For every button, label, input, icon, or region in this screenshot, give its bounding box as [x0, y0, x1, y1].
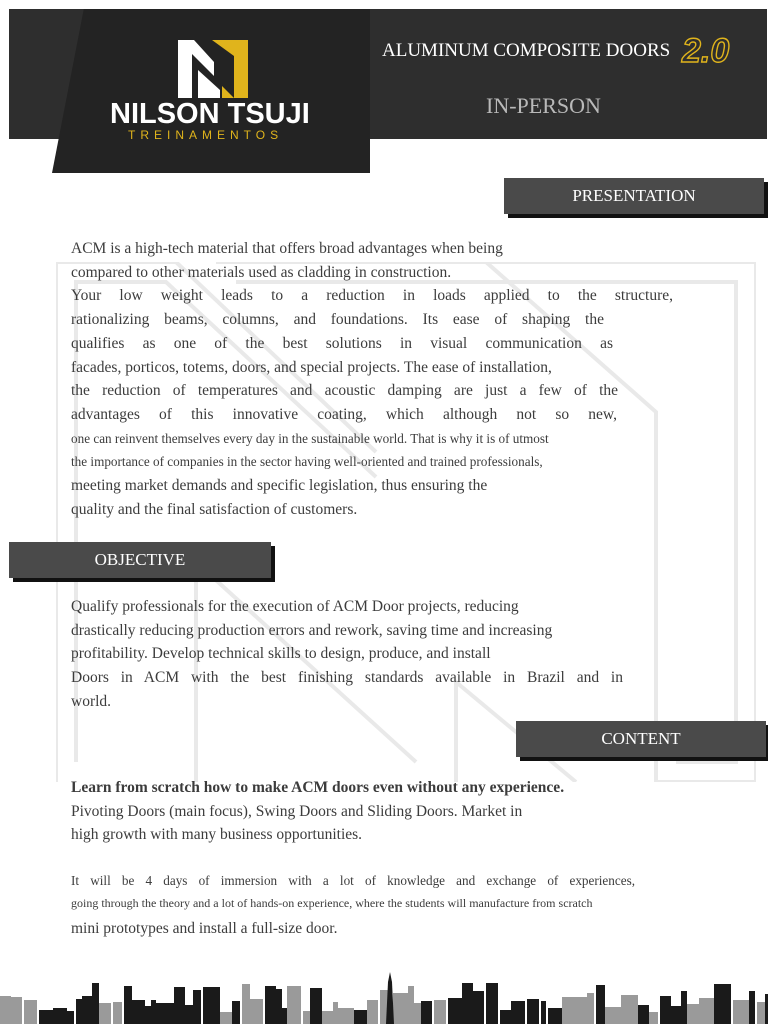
text-line: qualifies as one of the best solutions in visual communication as [71, 334, 613, 352]
objective-text [71, 595, 631, 714]
brand-subtitle: TREINAMENTOS [128, 128, 284, 142]
course-title: ALUMINUM COMPOSITE DOORS [382, 40, 671, 61]
text-line: Qualify professionals for the execution of ACM Door projects, reducing [71, 598, 519, 615]
text-line: ACM is a high-tech material that offers broad advantages when being [71, 240, 503, 257]
text-line: rationalizing beams, columns, and foundations. Its ease of shaping the [71, 311, 604, 329]
text-line: Pivoting Doors (main focus), Swing Doors and Sliding Doors. Market in [71, 802, 523, 820]
content-closing-text [71, 870, 665, 944]
presentation-text [71, 237, 673, 521]
text-line: mini prototypes and install a full-size door. [71, 920, 338, 937]
text-line: going through the theory and a lot of hands-on experience, where the students will manufacture from scratch [71, 896, 593, 910]
text-line: the importance of companies in the sector having well-oriented and trained professionals, [71, 454, 543, 470]
text-line: Your low weight leads to a reduction in loads applied to the structure, [71, 287, 673, 305]
text-line: Doors in ACM with the best finishing standards available in Brazil and in [71, 669, 623, 687]
text-line: profitability. Develop technical skills to design, produce, and install [71, 645, 491, 663]
course-version: 2.0 [682, 32, 730, 70]
text-line: advantages of this innovative coating, which although not so new, [71, 405, 617, 423]
content-text [71, 776, 671, 847]
text-line: compared to other materials used as cladding in construction. [71, 263, 452, 281]
city-skyline-icon [0, 968, 768, 1024]
content-headline: Learn from scratch how to make ACM doors even without any experience. [71, 779, 565, 796]
section-label-content: CONTENT [516, 721, 766, 757]
text-line: high growth with many business opportunities. [71, 826, 363, 844]
brand-name: NILSON TSUJI [110, 98, 310, 130]
text-line: quality and the final satisfaction of customers. [71, 500, 358, 518]
text-line: world. [71, 692, 112, 710]
text-line: the reduction of temperatures and acoustic damping are just a few of the [71, 382, 618, 400]
brand-logo-icon [178, 40, 248, 98]
text-line: It will be 4 days of immersion with a lot of knowledge and exchange of experiences, [71, 873, 635, 888]
section-label-objective: OBJECTIVE [9, 542, 271, 578]
text-line: facades, porticos, totems, doors, and special projects. The ease of installation, [71, 358, 552, 376]
text-line: one can reinvent themselves every day in the sustainable world. That is why it is of utmost [71, 430, 549, 446]
section-label-presentation: PRESENTATION [504, 178, 764, 214]
text-line: meeting market demands and specific legislation, thus ensuring the [71, 477, 488, 495]
text-line: drastically reducing production errors and rework, saving time and increasing [71, 621, 553, 639]
course-modality: IN-PERSON [486, 93, 601, 118]
